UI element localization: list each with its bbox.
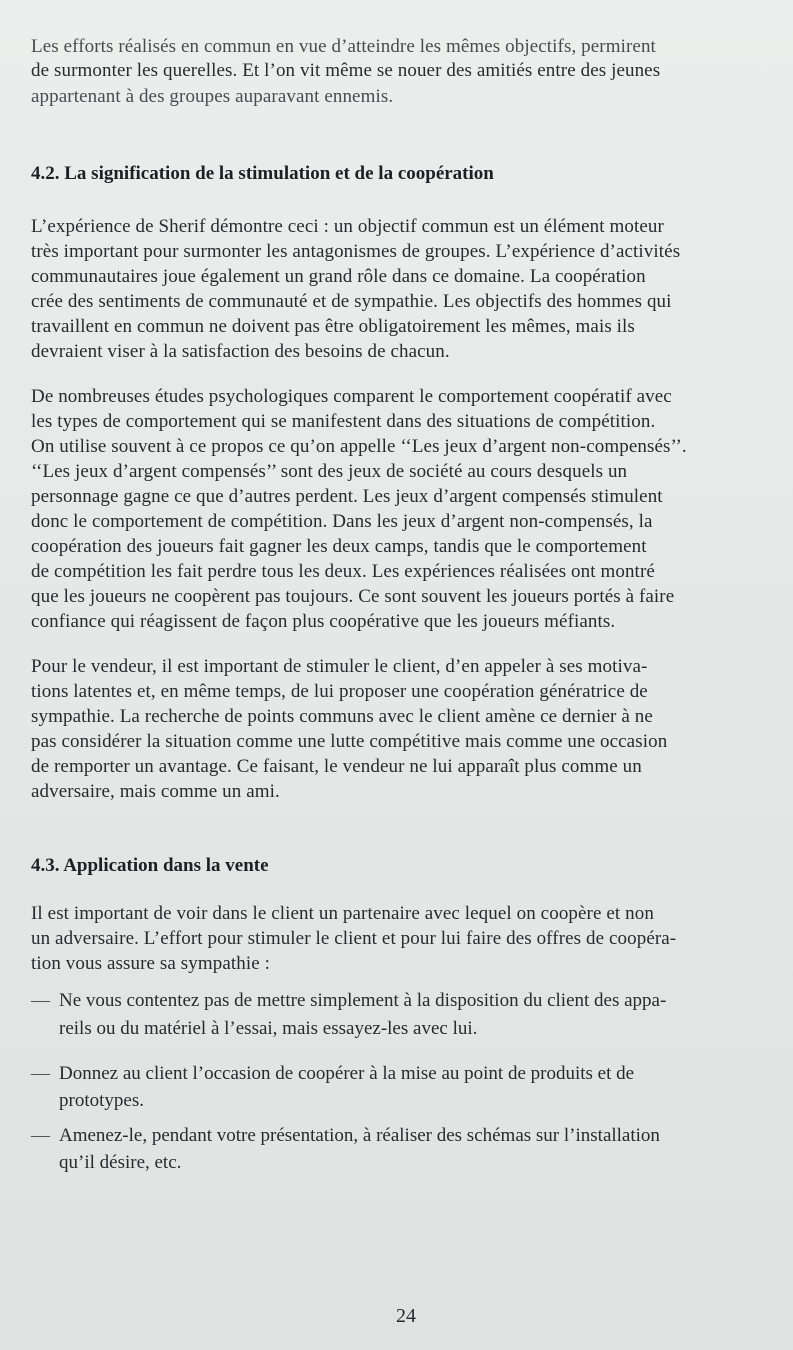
list-item bbox=[31, 1063, 634, 1085]
text-line: de remporter un avantage. Ce faisant, le vendeur ne lui apparaît plus comme un bbox=[31, 756, 642, 777]
list-item-text: Ne vous contentez pas de mettre simplement à la disposition du client des appa- bbox=[59, 990, 667, 1011]
list-item-text: Donnez au client l’occasion de coopérer à la mise au point de produits et de bbox=[59, 1063, 635, 1084]
text-line: donc le comportement de compétition. Dans les jeux d’argent non-compensés, la bbox=[31, 511, 653, 532]
list-item-continuation bbox=[59, 1152, 181, 1174]
dash-marker: — bbox=[31, 1125, 50, 1146]
text-line: L’expérience de Sherif démontre ceci : un objectif commun est un élément moteur bbox=[31, 216, 664, 237]
text-line: appartenant à des groupes auparavant ennemis. bbox=[31, 86, 394, 107]
text-line: Les efforts réalisés en commun en vue d’atteindre les mêmes objectifs, permirent bbox=[31, 36, 656, 57]
dash-marker: — bbox=[31, 1063, 50, 1084]
text-line: adversaire, mais comme un ami. bbox=[31, 781, 280, 802]
list-item bbox=[31, 1125, 660, 1147]
section-heading-4-3: 4.3. Application dans la vente bbox=[31, 855, 269, 876]
text-line: devraient viser à la satisfaction des besoins de chacun. bbox=[31, 341, 450, 362]
list-item bbox=[31, 990, 666, 1012]
page-number: 24 bbox=[396, 1305, 416, 1327]
list-item-text: prototypes. bbox=[59, 1090, 144, 1111]
text-line: crée des sentiments de communauté et de sympathie. Les objectifs des hommes qui bbox=[31, 291, 672, 312]
text-line: confiance qui réagissent de façon plus coopérative que les joueurs méfiants. bbox=[31, 611, 616, 632]
text-line: tions latentes et, en même temps, de lui proposer une coopération génératrice de bbox=[31, 681, 648, 702]
list-item-text: Amenez-le, pendant votre présentation, à réaliser des schémas sur l’installation bbox=[59, 1125, 660, 1146]
text-line: de surmonter les querelles. Et l’on vit même se nouer des amitiés entre des jeunes bbox=[31, 60, 661, 81]
text-line: un adversaire. L’effort pour stimuler le client et pour lui faire des offres de coopéra- bbox=[31, 928, 677, 949]
section-heading-4-2: 4.2. La signification de la stimulation et de la coopération bbox=[31, 163, 494, 184]
text-line: Pour le vendeur, il est important de stimuler le client, d’en appeler à ses motiva- bbox=[31, 656, 648, 677]
list-item-continuation bbox=[59, 1090, 144, 1112]
text-line: sympathie. La recherche de points communs avec le client amène ce dernier à ne bbox=[31, 706, 653, 727]
list-item-text: reils ou du matériel à l’essai, mais essayez-les avec lui. bbox=[59, 1018, 478, 1039]
text-line: que les joueurs ne coopèrent pas toujours. Ce sont souvent les joueurs portés à faire bbox=[31, 586, 675, 607]
text-line: De nombreuses études psychologiques comparent le comportement coopératif avec bbox=[31, 386, 672, 407]
text-line: ‘‘Les jeux d’argent compensés’’ sont des jeux de société au cours desquels un bbox=[31, 461, 628, 482]
text-line: On utilise souvent à ce propos ce qu’on appelle ‘‘Les jeux d’argent non-compensés’’. bbox=[31, 436, 687, 457]
text-line: les types de comportement qui se manifestent dans des situations de compétition. bbox=[31, 411, 656, 432]
text-line: tion vous assure sa sympathie : bbox=[31, 953, 270, 974]
text-line: pas considérer la situation comme une lutte compétitive mais comme une occasion bbox=[31, 731, 668, 752]
text-line: personnage gagne ce que d’autres perdent. Les jeux d’argent compensés stimulent bbox=[31, 486, 663, 507]
text-line: communautaires joue également un grand rôle dans ce domaine. La coopération bbox=[31, 266, 646, 287]
text-line: coopération des joueurs fait gagner les deux camps, tandis que le comportement bbox=[31, 536, 647, 557]
text-line: Il est important de voir dans le client un partenaire avec lequel on coopère et non bbox=[31, 903, 654, 924]
text-line: travaillent en commun ne doivent pas être obligatoirement les mêmes, mais ils bbox=[31, 316, 635, 337]
text-line: très important pour surmonter les antagonismes de groupes. L’expérience d’activités bbox=[31, 241, 681, 262]
list-item-text: qu’il désire, etc. bbox=[59, 1152, 182, 1173]
dash-marker: — bbox=[31, 990, 50, 1011]
text-line: de compétition les fait perdre tous les deux. Les expériences réalisées ont montré bbox=[31, 561, 655, 582]
list-item-continuation bbox=[59, 1018, 477, 1040]
